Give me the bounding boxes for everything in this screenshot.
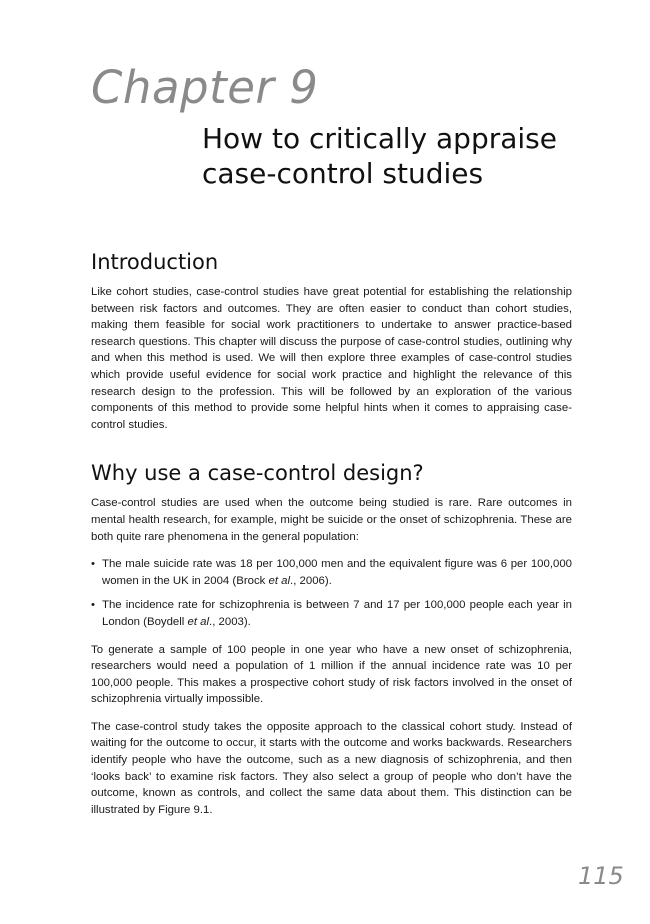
list-item-text-end: ., 2006). — [290, 574, 332, 587]
why-use-paragraph-1: Case-control studies are used when the outcome being studied is rare. Rare outcomes in mental health research, for example, might be suicide or the onset of schizophrenia. These are both quite rare phenomena in the general population: — [91, 497, 572, 543]
rare-outcomes-list — [91, 556, 572, 630]
why-use-heading: Why use a case-control design? — [91, 461, 424, 486]
list-item-text-end: ., 2003). — [209, 615, 251, 628]
introduction-heading: Introduction — [91, 250, 219, 274]
list-item — [91, 597, 572, 630]
introduction-paragraph: Like cohort studies, case-control studies have great potential for establishing the relationship between risk factors and outcomes. They are often easier to conduct than cohort studies, making them feasible for social work practitioners to undertake to answer practice-based research questions. This chapter will discuss the purpose of case-control studies, outlining why and when this method is used. We will then explore three examples of case-control studies which provide useful evidence for social work practice and highlight the relevance of this research design to the profession. This will be followed by an exploration of the various components of this method to provide some helpful hints when it comes to appraising case-control studies. — [91, 286, 572, 431]
list-item-text: The male suicide rate was 18 per 100,000 men and the equivalent figure was 6 per 100,000 women in the UK in 2004 (Brock — [102, 558, 572, 587]
chapter-title-line-2: case-control studies — [202, 157, 484, 190]
chapter-title-line-1: How to critically appraise — [202, 122, 557, 155]
why-use-paragraph-3: The case-control study takes the opposite approach to the classical cohort study. Instead of waiting for the outcome to occur, it starts with the outcome and works backwards. Researchers identify people who have the outcome, such as a new diagnosis of schizophrenia, and then ‘looks back’ to examine risk factors. They also select a group of people who don’t have the outcome, known as controls, and collect the same data about them. This distinction can be illustrated by Figure 9.1. — [91, 720, 572, 816]
list-item-text: The incidence rate for schizophrenia is between 7 and 17 per 100,000 people each year in London (Boydell — [102, 599, 572, 628]
why-use-paragraph-2: To generate a sample of 100 people in one year who have a new onset of schizophrenia, researchers would need a population of 1 million if the annual incidence rate was 10 per 100,000 people. This makes a prospective cohort study of risk factors involved in the onset of schizophrenia virtually impossible. — [91, 643, 572, 706]
list-item-italic: et al — [268, 574, 291, 587]
page-body — [91, 248, 572, 829]
list-item-italic: et al — [187, 615, 210, 628]
bullet-icon: • — [91, 599, 95, 612]
chapter-label: Chapter 9 — [91, 61, 319, 114]
page-number: 115 — [578, 862, 624, 890]
list-item — [91, 556, 572, 589]
bullet-icon: • — [91, 558, 95, 571]
chapter-title — [202, 121, 602, 191]
